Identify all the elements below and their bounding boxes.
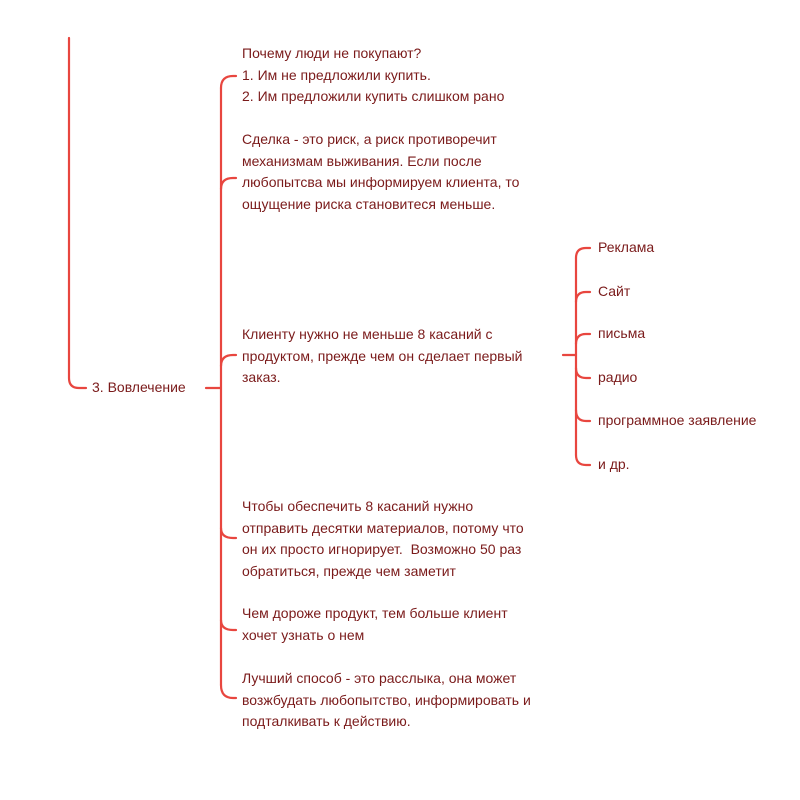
branch-text-line: любопытсва мы информируем клиента, то: [242, 174, 520, 190]
child-node-radio: радио: [598, 369, 638, 385]
branch-text-line: Лучший способ - это расслыка, она может: [242, 670, 517, 686]
child-node-letters: письма: [598, 325, 646, 341]
branch-text-line: 2. Им предложили купить слишком рано: [242, 88, 505, 104]
branch-text-line: 1. Им не предложили купить.: [242, 66, 431, 83]
branch-expensive-product: [242, 603, 508, 646]
branch-newsletter: [242, 668, 531, 733]
branch-text-line: Чем дороже продукт, тем больше клиент: [242, 605, 508, 621]
branch-risk: [242, 129, 519, 215]
branch-text-line: Чтобы обеспечить 8 касаний нужно: [242, 498, 474, 514]
branch-text-line: продуктом, прежде чем он сделает первый: [242, 347, 523, 364]
branch-8-touches: [242, 324, 523, 389]
branch-text-line: подталкивать к действию.: [242, 713, 411, 729]
branch-text-line: механизмам выживания. Если после: [242, 152, 482, 169]
child-node-etc: и др.: [598, 456, 630, 472]
branch-text-line: возжбудать любопытство, информировать и: [242, 691, 531, 708]
branch-text-line: отправить десятки материалов, потому что: [242, 519, 524, 536]
branch-text-line: хочет узнать о нем: [242, 626, 365, 643]
child-node-website: Сайт: [598, 283, 631, 299]
child-node-program-statement: программное заявление: [598, 412, 757, 428]
branch-text-line: Клиенту нужно не меньше 8 касаний с: [242, 326, 493, 342]
branch-text-line: заказ.: [242, 369, 281, 385]
branch-text-line: Сделка - это риск, а риск противоречит: [242, 131, 497, 147]
branch-text-line: ощущение риска становитеся меньше.: [242, 195, 496, 212]
branch-text-line: он их просто игнорирует. Возможно 50 раз: [242, 541, 522, 557]
branch-materials: [242, 496, 524, 582]
child-node-advertising: Реклама: [598, 239, 655, 255]
root-node-label: 3. Вовлечение: [92, 379, 186, 395]
branch-text-line: Почему люди не покупают?: [242, 45, 422, 61]
branch-why-not-buy: [242, 43, 504, 108]
branch-text-line: обратиться, прежде чем заметит: [242, 562, 456, 579]
